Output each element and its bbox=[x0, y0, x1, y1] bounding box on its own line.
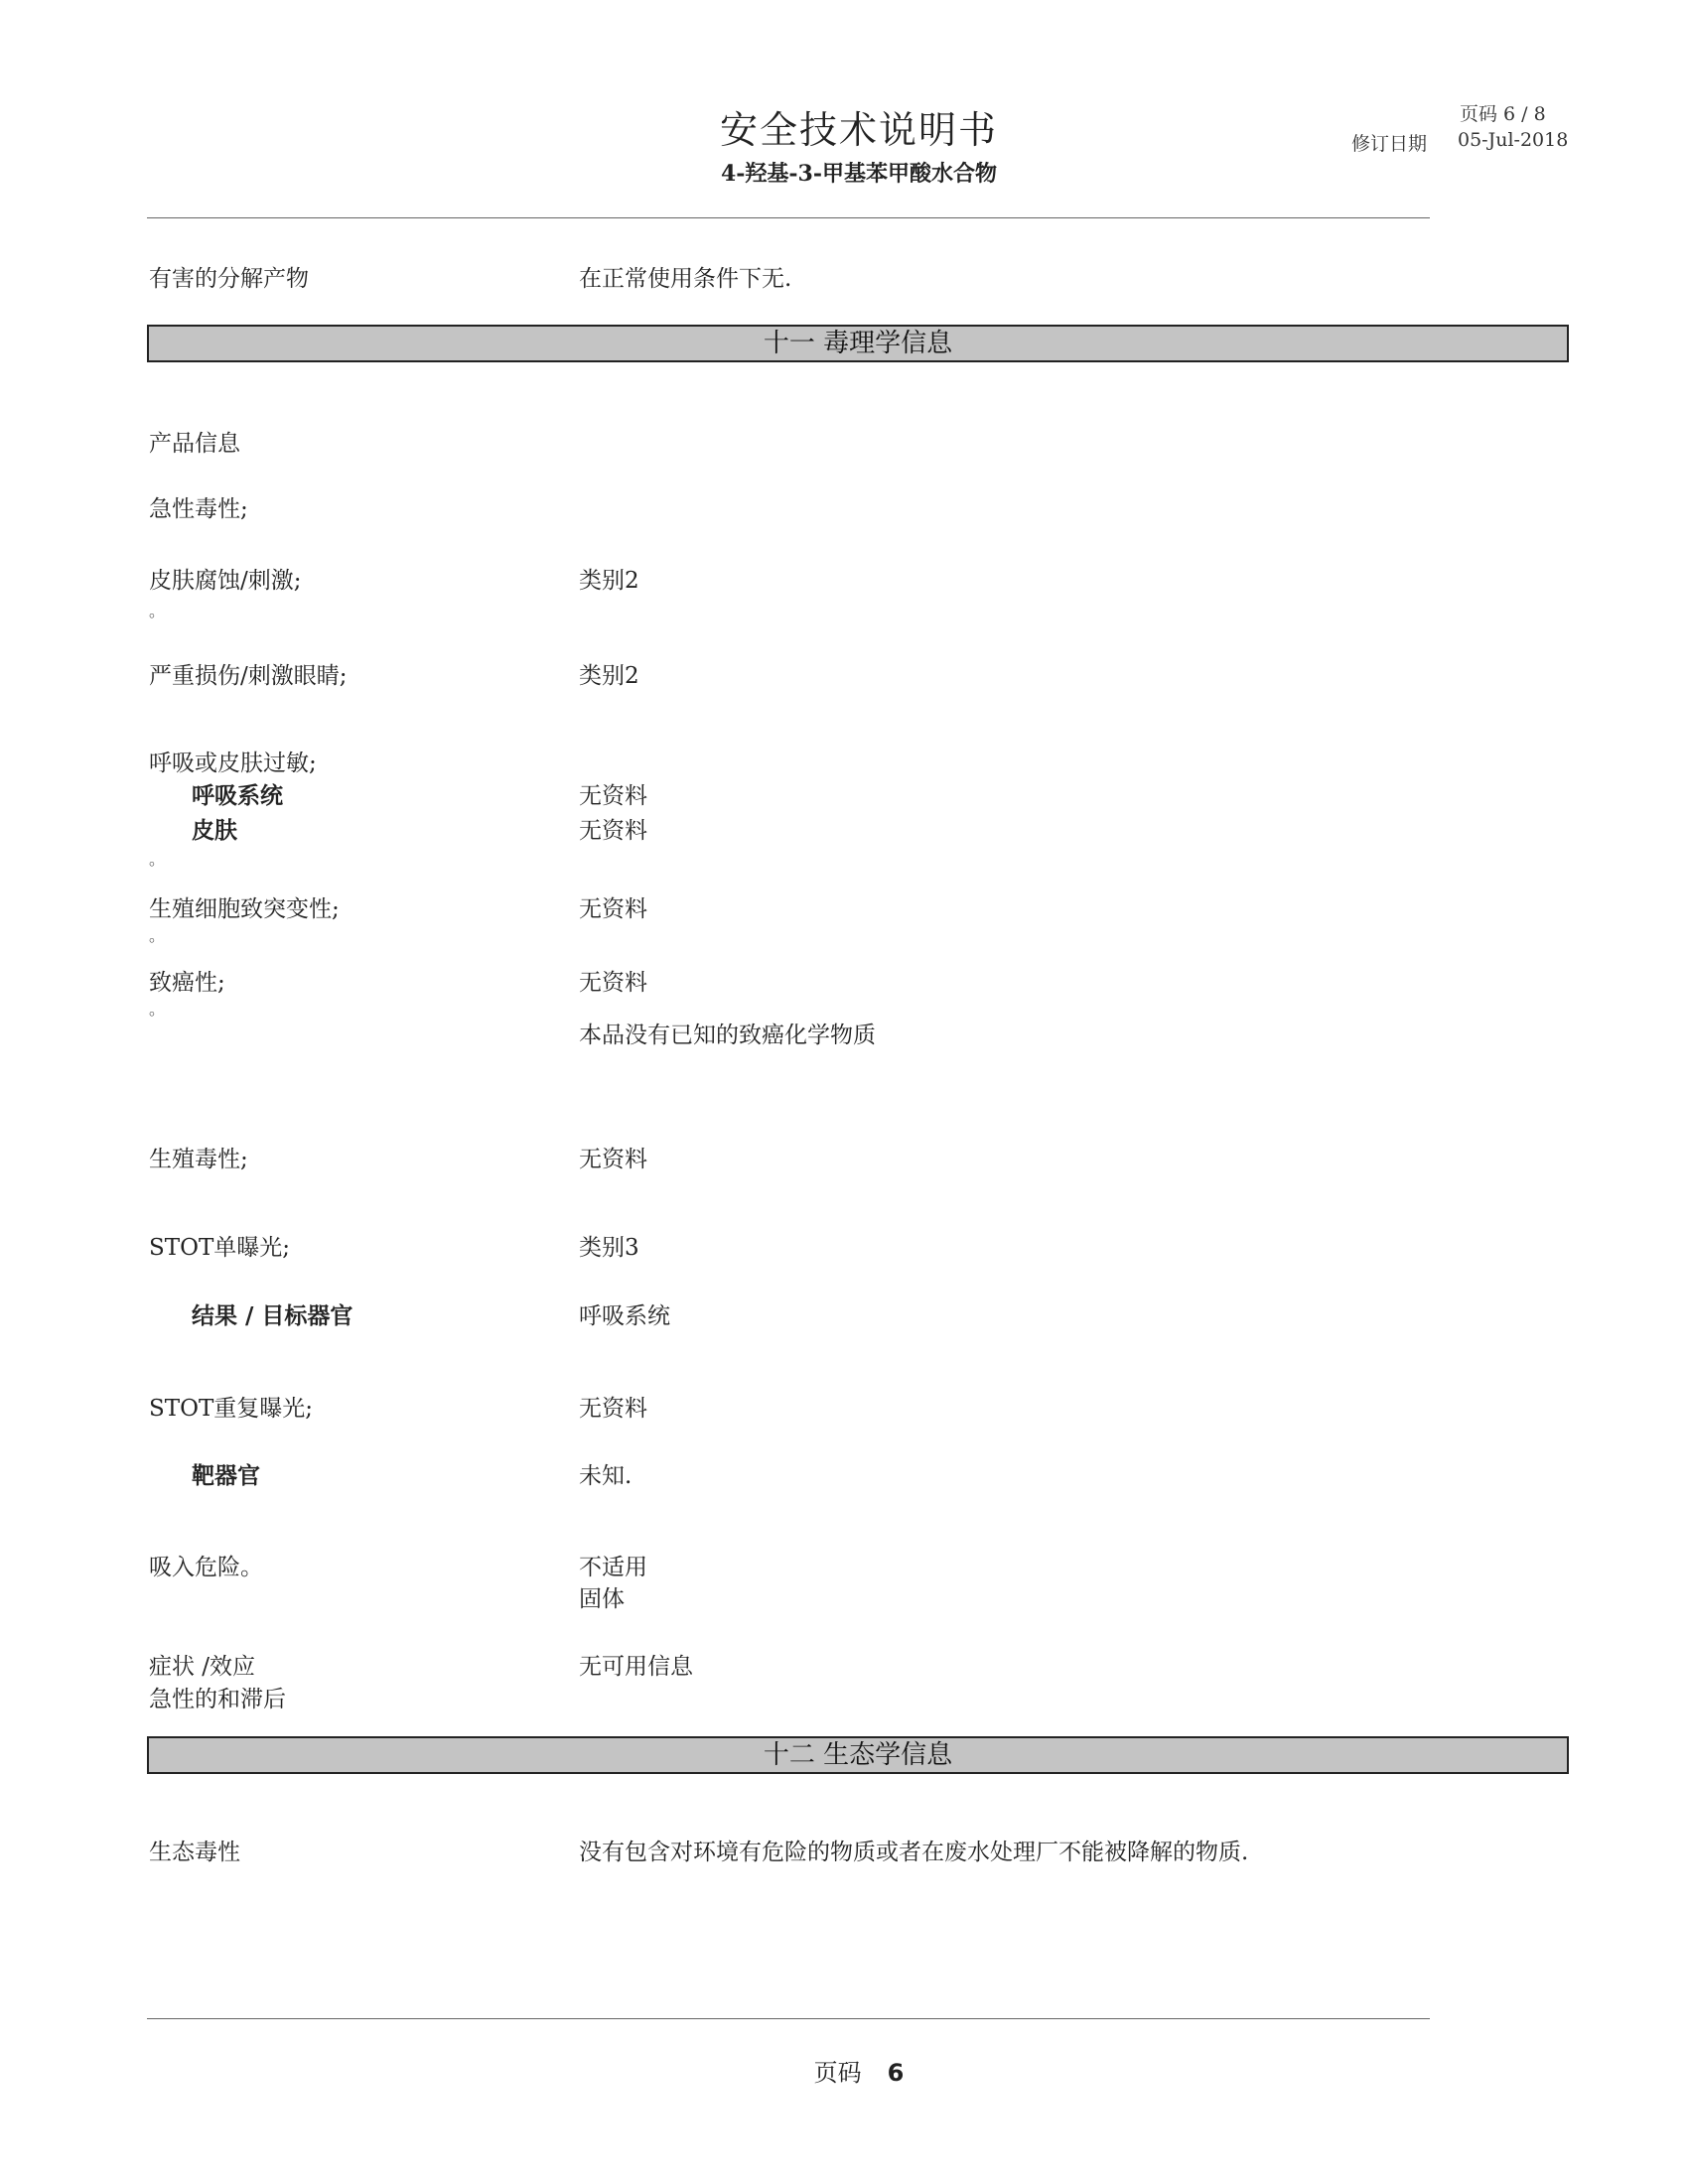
stot-repeated-value: 无资料 bbox=[579, 1396, 647, 1422]
dot-mark: 。 bbox=[149, 1000, 166, 1019]
stot-single-label: STOT单曝光; bbox=[149, 1235, 291, 1261]
respiratory-label: 呼吸系统 bbox=[192, 782, 283, 809]
dot-mark: 。 bbox=[149, 850, 166, 869]
acute-toxicity-label: 急性毒性; bbox=[149, 496, 248, 522]
stot-repeated-label: STOT重复曝光; bbox=[149, 1396, 314, 1422]
target-organs-label: 靶器官 bbox=[192, 1462, 260, 1489]
reproductive-toxicity-value: 无资料 bbox=[579, 1147, 647, 1172]
carcinogenicity-value: 无资料 bbox=[579, 970, 647, 996]
skin-corrosion-value: 类别2 bbox=[579, 568, 639, 594]
skin-sensitization-label: 皮肤 bbox=[192, 817, 237, 844]
footer-page-number: 6 bbox=[887, 2059, 905, 2087]
respiratory-value: 无资料 bbox=[579, 783, 647, 809]
header-divider bbox=[147, 217, 1430, 218]
product-info-label: 产品信息 bbox=[149, 431, 240, 457]
eye-damage-value: 类别2 bbox=[579, 663, 639, 689]
symptoms-label: 症状 /效应 bbox=[149, 1654, 256, 1680]
mutagenicity-value: 无资料 bbox=[579, 896, 647, 922]
symptoms-value: 无可用信息 bbox=[579, 1654, 693, 1680]
footer-divider bbox=[147, 2018, 1430, 2019]
aspiration-hazard-label: 吸入危险。 bbox=[149, 1555, 263, 1580]
decomposition-value: 在正常使用条件下无. bbox=[579, 266, 792, 292]
product-name: 4-羟基-3-甲基苯甲酸水合物 bbox=[720, 161, 997, 187]
reproductive-toxicity-label: 生殖毒性; bbox=[149, 1147, 248, 1172]
footer-page-label: 页码 bbox=[813, 2059, 862, 2087]
aspiration-hazard-value: 不适用 bbox=[579, 1555, 647, 1580]
revision-date: 05-Jul-2018 bbox=[1458, 129, 1569, 151]
footer-page bbox=[0, 2053, 1688, 2088]
section-12-header: 十二 生态学信息 bbox=[147, 1736, 1569, 1774]
skin-sensitization-value: 无资料 bbox=[579, 818, 647, 844]
carcinogen-note: 本品没有已知的致癌化学物质 bbox=[579, 1023, 876, 1048]
aspiration-hazard-state: 固体 bbox=[579, 1586, 625, 1612]
ecotoxicity-value: 没有包含对环境有危险的物质或者在废水处理厂不能被降解的物质. bbox=[579, 1840, 1249, 1865]
target-organs-value: 未知. bbox=[579, 1463, 633, 1489]
dot-mark: 。 bbox=[149, 926, 166, 945]
mutagenicity-label: 生殖细胞致突变性; bbox=[149, 896, 340, 922]
eye-damage-label: 严重损伤/刺激眼睛; bbox=[149, 663, 348, 689]
stot-single-value: 类别3 bbox=[579, 1235, 639, 1261]
target-organ-result-label: 结果 / 目标器官 bbox=[192, 1302, 353, 1329]
page-indicator: 页码 6 / 8 bbox=[1460, 103, 1546, 125]
decomposition-label: 有害的分解产物 bbox=[149, 266, 309, 292]
dot-mark: 。 bbox=[149, 602, 166, 620]
ecotoxicity-label: 生态毒性 bbox=[149, 1840, 240, 1865]
sensitization-label: 呼吸或皮肤过敏; bbox=[149, 751, 317, 776]
symptoms-sublabel: 急性的和滞后 bbox=[149, 1687, 286, 1712]
target-organ-result-value: 呼吸系统 bbox=[579, 1303, 670, 1329]
section-11-header: 十一 毒理学信息 bbox=[147, 325, 1569, 362]
carcinogenicity-label: 致癌性; bbox=[149, 970, 225, 996]
revision-label: 修订日期 bbox=[1351, 133, 1428, 155]
skin-corrosion-label: 皮肤腐蚀/刺激; bbox=[149, 568, 302, 594]
document-title: 安全技术说明书 bbox=[719, 108, 998, 152]
